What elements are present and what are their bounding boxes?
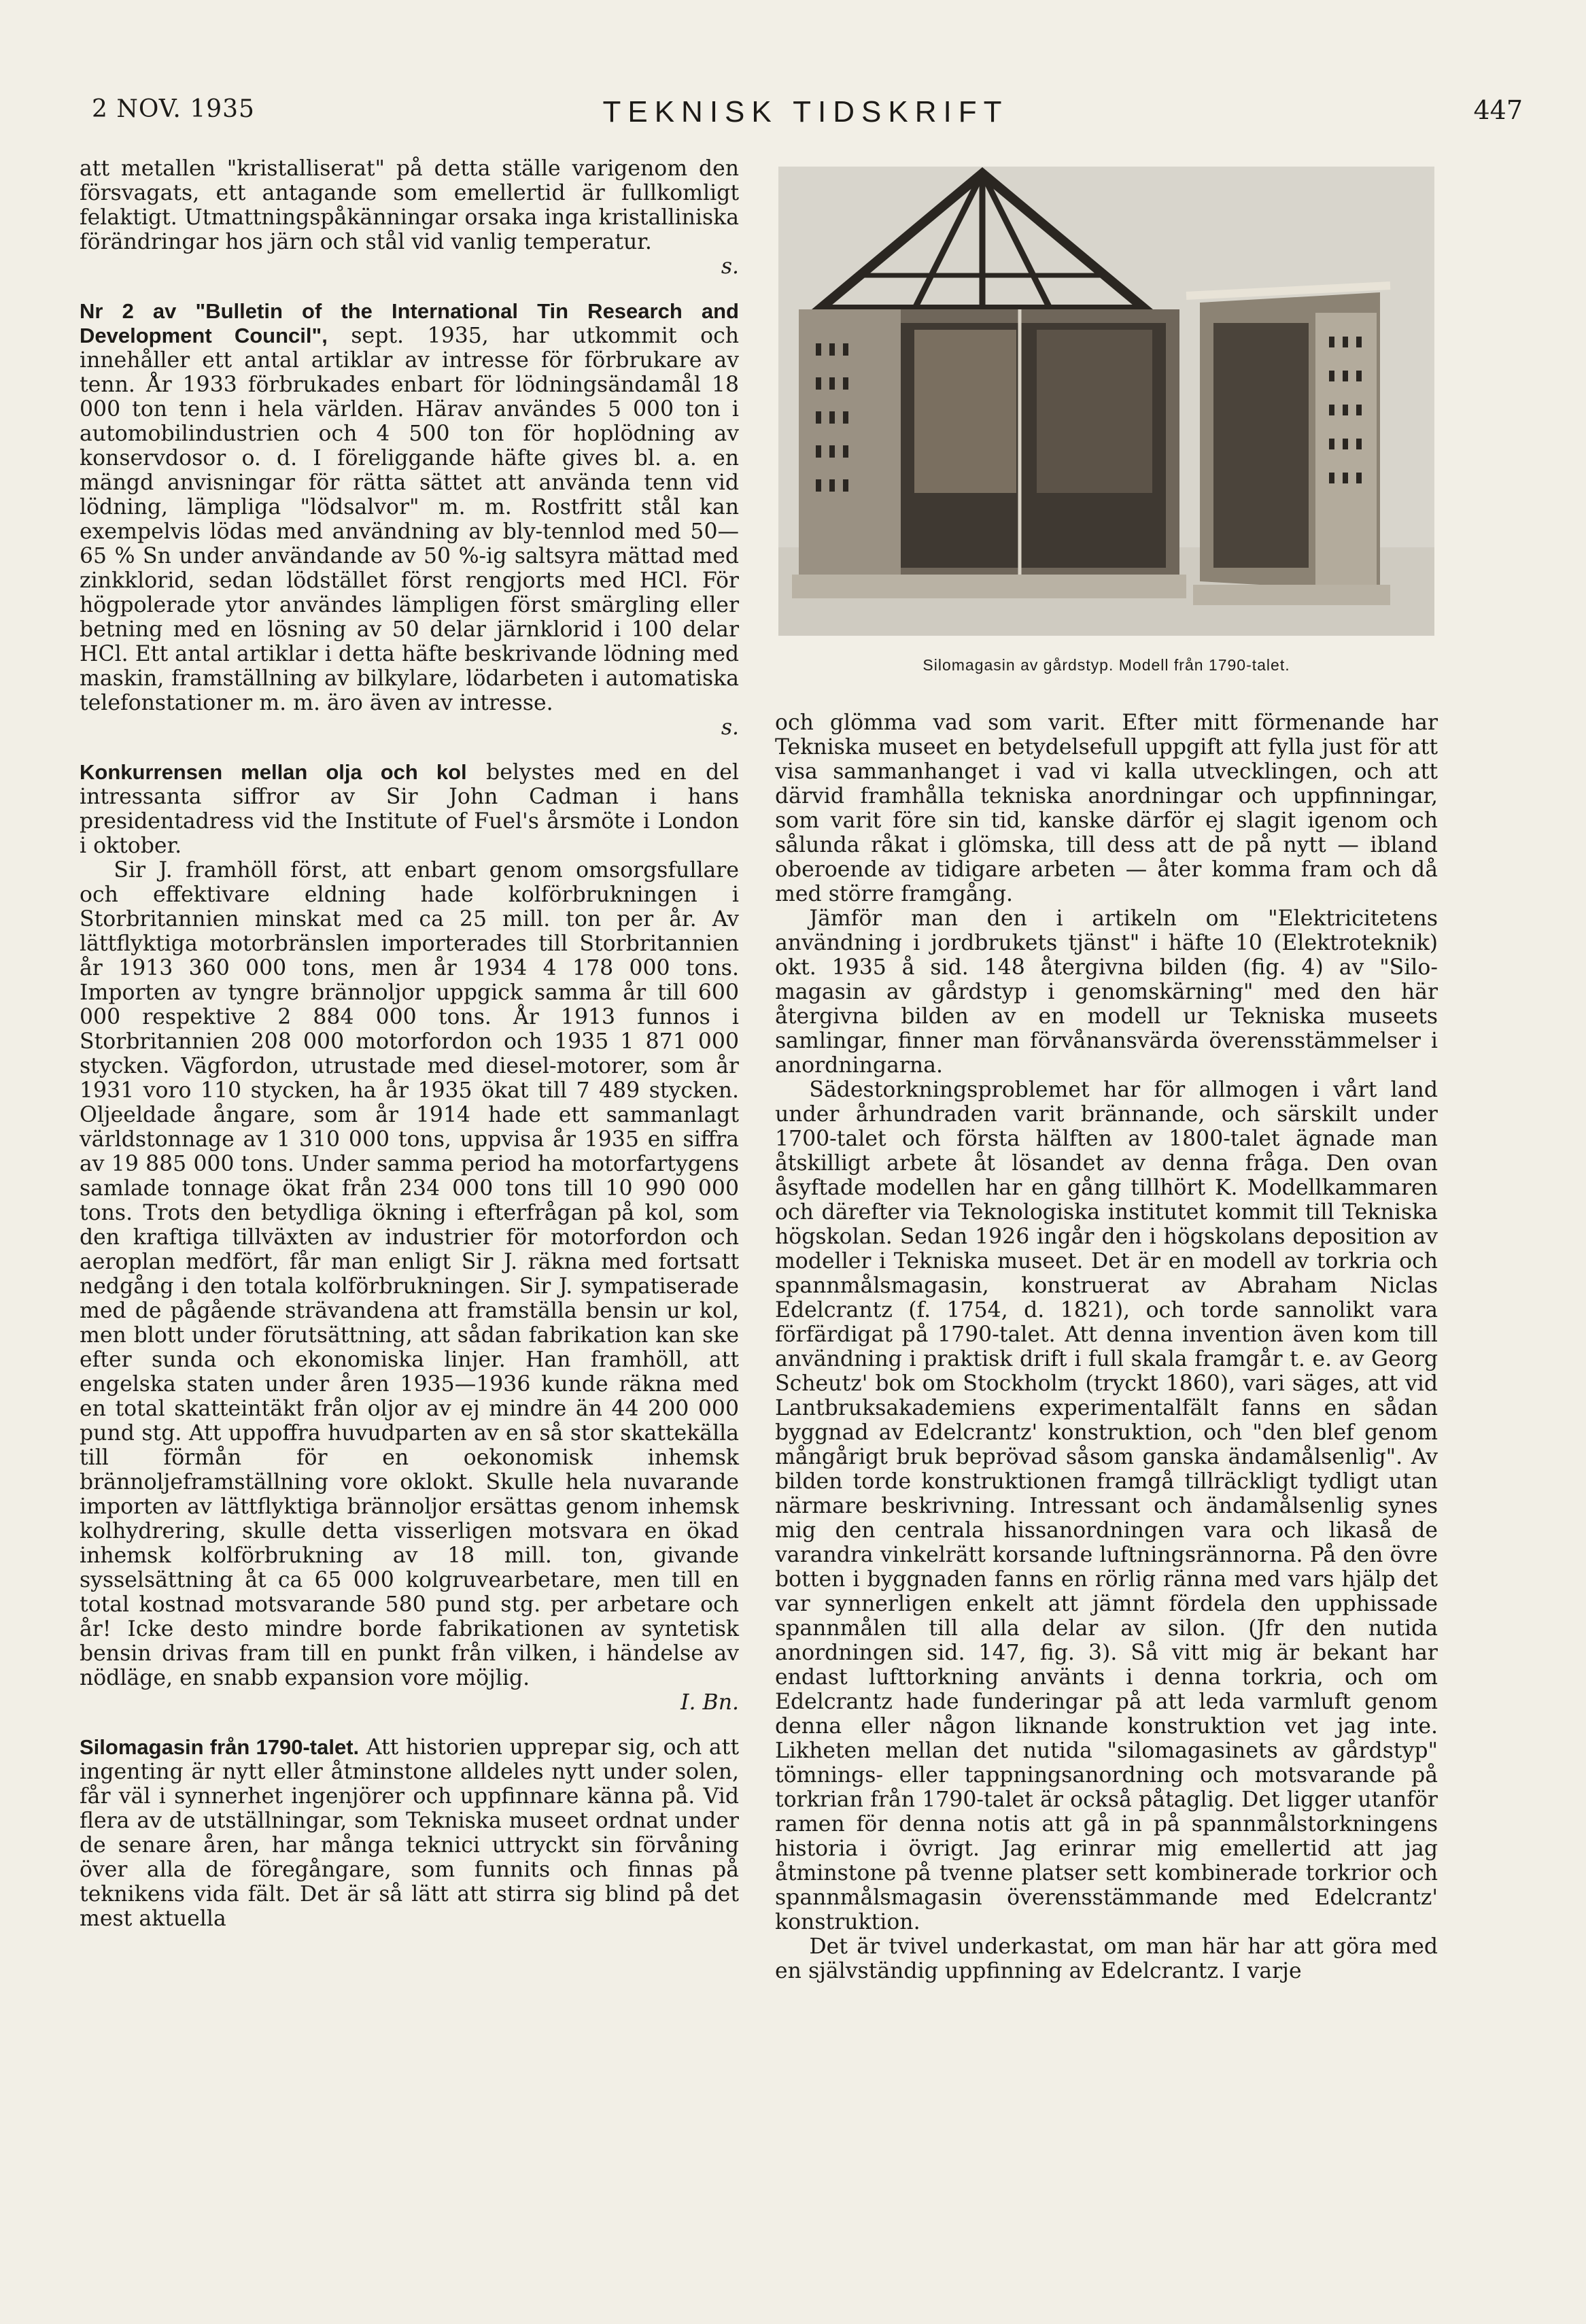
page-header bbox=[82, 95, 1530, 136]
konkurrens-body: Sir J. framhöll först, att enbart genom omsorgsfullare och effektivare eldning hade kolförbrukningen i Storbritannien minskat med ca 25 mill. ton per år. Av lättflyktiga motorbränslen importerades till Storbritannien år 1913 360 000 tons, men år 1934 4 178 000 tons. Importen av tyngre brännoljor uppgick samma år till 600 000 respektive 2 884 000 tons. År 1913 funnos i Storbritannien 208 000 motorfordon och 1935 1 871 000 stycken. Vägfordon, utrustade med diesel-motorer, som år 1931 voro 110 stycken, ha år 1935 ökat till 7 489 stycken. Oljeeldade ångare, som år 1914 hade ett sammanlagt världstonnage av 1 310 000 tons, uppvisa år 1935 en siffra av 19 885 000 tons. Under samma period ha motorfartygens samlade tonnage ökat från 234 000 tons till 10 990 000 tons. Trots den betydliga ökning i efterfrågan på kol, som den kraftiga tillväxten av industrier för motorfordon och aeroplan medfört, får man enligt Sir J. räkna med fortsatt nedgång i den totala kolförbrukningen. Sir J. sympatiserade med de pågående strävandena att framställa bensin ur kol, men blott under förutsättning, att sådan fabrikation kan ske efter sunda och ekonomiska linjer. Han framhöll, att engelska staten under åren 1935—1936 kunde räkna med en total skatteintäkt från oljor av ej mindre än 44 200 000 pund stg. Att uppoffra huvudparten av en så stor skattekälla till förmån för en oekonomisk inhemsk brännoljeframställning vore oklokt. Skulle hela nuvarande importen av lättflyktiga brännoljor ersättas genom inhemsk kolhydrering, skulle detta visserligen motsvara en ökad inhemsk kolförbrukning av 18 mill. ton, givande sysselsättning åt ca 65 000 kolgruvearbetare, men till en total kostnad motsvarande 580 pund stg. per arbetare och år! Icke desto mindre borde fabrikationen av syntetisk bensin drivas fram till en punkt från vilken, i händelse av nödläge, en snabb expansion vore möjlig. bbox=[80, 858, 739, 1690]
right-paragraph-3: Sädestorkningsproblemet har för allmogen i vårt land under århundraden varit brännande, och särskilt under 1700-talet och första hälften av 1800-talet ägnade man åtskilligt arbete åt lösandet av denna fråga. Den ovan åsyftade modellen har en gång tillhört K. Modellkammaren och därefter via Teknologiska institutet kommit till Tekniska högskolan. Sedan 1926 ingår den i högskolans deposition av modeller i Tekniska museet. Det är en modell av torkria och spannmålsmagasin, konstruerat av Abraham Niclas Edelcrantz (f. 1754, d. 1821), och torde sannolikt vara förfärdigat på 1790-talet. Att denna invention även kom till användning i praktisk drift i full skala framgår t. e. av Georg Scheutz' bok om Stockholm (tryckt 1860), vari säges, att vid Lantbruksakademiens experimentalfält fanns en sådan byggnad av Edelcrantz' konstruktion, och "den blef genom mångårigt bruk beprövad såsom ganska ändamålsenlig". Av bilden torde konstruktionen framgå tillräckligt tydligt utan närmare beskrivning. Intressant och ändamålsenlig synes mig den centrala hissanordningen vara och likaså de varandra vinkelrätt korsande luftningsrännorna. På den övre botten i byggnaden fanns en rörlig ränna med vars hjälp det var synnerligen enkelt att jämnt fördela den upphissade spannmålen till alla delar av silon. (Jfr den nutida anordningen sid. 147, fig. 3). Så vitt mig är bekant har endast lufttorkning använts i denna torkria, och om Edelcrantz hade funderingar på att leda varmluft genom denna eller någon liknande konstruktion vet jag inte. Likheten mellan det nutida "silomagasinets av gårdstyp" tömnings- eller tappningsanordning och motsvarande på torkrian från 1790-talet är också påtaglig. Det ligger utanför ramen för denna notis att gå in på spannmålstorkningens historia i övrigt. Jag erinrar mig emellertid att jag åtminstone på tvenne platser sett kombinerade torkrior och spannmålsmagasin överensstämmande med Edelcrantz' konstruktion. bbox=[775, 1078, 1438, 1934]
intro-signature: s. bbox=[721, 254, 739, 279]
bulletin-paragraph bbox=[80, 299, 739, 715]
konkurrens-text: belystes med en del intressanta siffror av Sir John Cadman i hans presidentadress vid the Institute of Fuel's årsmöte i London i oktober. bbox=[80, 760, 739, 858]
right-paragraph-2: Jämför man den i artikeln om "Elektricitetens användning i jordbrukets tjänst" i häfte 10 (Elektroteknik) okt. 1935 å sid. 148 återgivna bilden (fig. 4) av "Silo-magasin av gårdstyp i genomskärning" med den här återgivna bilden av en modell ur Tekniska museets samlingar, finner man förvånansvärda överensstämmelser i anordningarna. bbox=[775, 906, 1438, 1078]
silo-paragraph bbox=[80, 1735, 739, 1931]
bulletin-text: sept. 1935, har utkommit och innehåller ett antal artiklar av intresse för förbrukare av tenn. År 1933 förbrukades enbart för lödningsändamål 18 000 ton tenn i hela världen. Härav användes 5 000 ton i automobilindustrien och 4 500 ton för hoplödning av konservdosor o. d. I föreliggande häfte gives bl. a. en mängd anvisningar för rätta sättet att använda tenn vid lödning, lämpliga "lödsalvor" m. m. Rostfritt stål kan exempelvis lödas med användning av bly-tennlod med 50—65 % Sn under användande av 50 %-ig saltsyra mättad med zinkklorid, sedan lödstället först rengjorts med HCl. För högpolerade ytor användes lämpligen först smärgling eller betning med en lösning av 50 delar järnklorid i 100 delar HCl. Ett antal artiklar i detta häfte beskrivande lödning med maskin, framställning av bilkylare, lödarbeten i automatiska telefonstationer m. m. äro även av intresse. bbox=[80, 324, 739, 715]
silo-model-photo-icon bbox=[778, 167, 1434, 670]
left-column bbox=[80, 156, 739, 1931]
konkurrens-heading: Konkurrensen mellan olja och kol bbox=[80, 760, 467, 784]
right-paragraph-4: Det är tvivel underkastat, om man här har att göra med en självständig uppfinning av Edelcrantz. I varje bbox=[775, 1934, 1438, 1983]
journal-title: TEKNISK TIDSKRIFT bbox=[602, 95, 1009, 129]
bulletin-heading: Nr 2 av "Bulletin of the International Tin Research and Development Council", bbox=[80, 299, 739, 347]
intro-paragraph bbox=[80, 156, 739, 254]
intro-text: att metallen "kristalliserat" på detta ställe varigenom den försvagats, ett antagande som emellertid är fullkomligt felaktigt. Utmattningspåkänningar orsaka inga kristalliniska förändringar hos järn och stål vid vanlig temperatur. bbox=[80, 156, 739, 254]
bulletin-signature: s. bbox=[721, 715, 739, 740]
right-paragraph-1: och glömma vad som varit. Efter mitt förmenande har Tekniska museet en betydelsefull uppgift att fylla just för att visa sammanhanget i vad vi kalla utvecklingen, och att därvid framhålla tekniska anordningar och uppfinningar, som varit före sin tid, kanske därför ej slagit igenom och sålunda råkat i glömska, till dess att de på nytt — ibland oberoende av tidigare arbeten — åter komma fram och då med större framgång. bbox=[775, 711, 1438, 906]
silo-text: Att historien upprepar sig, och att ingenting är nytt eller åtminstone alldeles nytt under solen, får väl i synnerhet ingenjörer och uppfinnare känna på. Vid flera av de utställningar, som Tekniska museet ordnat under de senare åren, har många teknici uttryckt sin förvåning över alla de föregångare, som funnits och finnas på teknikens vida fält. Det är så lätt att stirra sig blind på det mest aktuella bbox=[80, 1735, 739, 1931]
silo-heading: Silomagasin från 1790-talet. bbox=[80, 1735, 360, 1759]
issue-date: 2 NOV. 1935 bbox=[92, 95, 255, 123]
page-number: 447 bbox=[1473, 95, 1523, 125]
konkurrens-paragraph bbox=[80, 760, 739, 858]
silo-figure bbox=[778, 167, 1434, 683]
figure-caption: Silomagasin av gårdstyp. Modell från 1790-talet. bbox=[923, 656, 1290, 674]
right-column bbox=[775, 711, 1438, 1983]
konkurrens-signature: I. Bn. bbox=[680, 1690, 739, 1715]
